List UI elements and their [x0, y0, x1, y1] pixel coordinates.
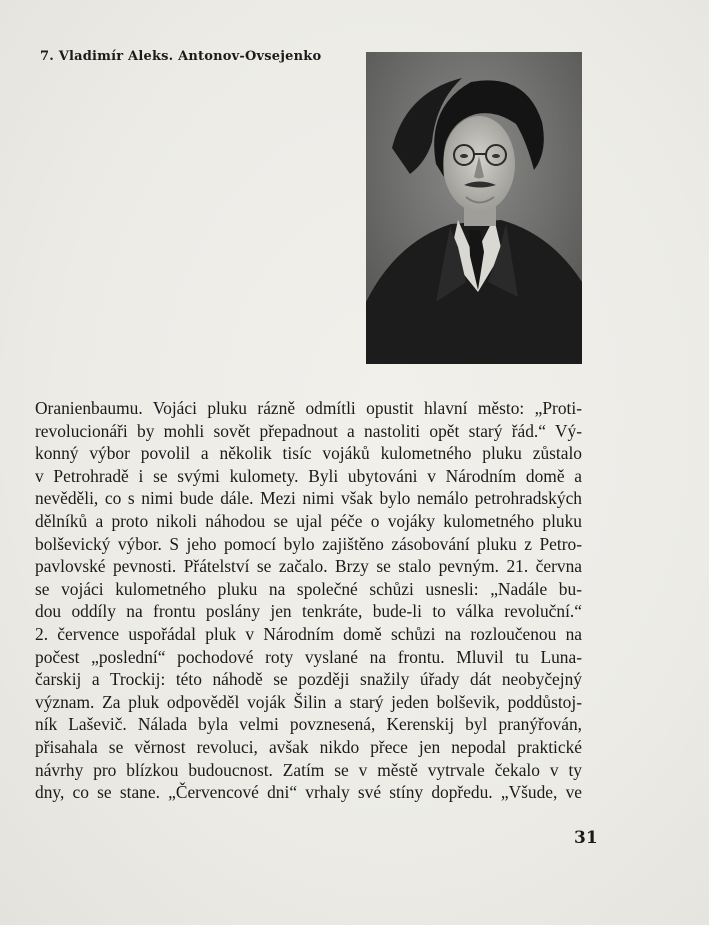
body-line: konný výbor povolil a několik tisíc vojáků kulometného pluku zůstalo — [35, 443, 582, 464]
body-line: dny, co se stane. „Červencové dni“ vrhaly své stíny dopředu. „Všude, ve — [35, 782, 582, 803]
body-line: význam. Za pluk odpověděl voják Šilin a starý jeden bolševik, poddůstoj- — [35, 691, 582, 712]
body-line: se vojáci kulometného pluku na společné schůzi usnesli: „Nadále bu- — [35, 578, 582, 599]
body-line: návrhy pro blízkou budoucnost. Zatím se v městě vytrvale čekalo v ty — [35, 759, 582, 780]
body-text — [35, 397, 582, 804]
body-line: dou oddíly na frontu poslány jen tenkráte, bude-li to válka revoluční.“ — [35, 601, 582, 622]
body-line: Oranienbaumu. Vojáci pluku rázně odmítli opustit hlavní město: „Proti- — [35, 398, 582, 418]
body-line: revolucionáři by mohli sovět přepadnout a nastoliti opět starý řád.“ Vý- — [35, 420, 582, 441]
body-line: nevěděli, co s nimi bude dále. Mezi nimi však bylo nemálo petrohradských — [35, 488, 582, 509]
body-line: pavlovské pevnosti. Přátelství se začalo. Brzy se stalo pevným. 21. června — [35, 556, 582, 577]
portrait-photo — [366, 52, 582, 364]
page-number: 31 — [574, 828, 598, 848]
body-line: ník Laševič. Nálada byla velmi povznesená, Kerenskij byl pranýřován, — [35, 714, 582, 735]
body-line: dělníků a proto nikoli náhodou se ujal péče o vojáky kulometného pluku — [35, 510, 582, 531]
body-line: počest „poslední“ pochodové roty vyslané na frontu. Mluvil tu Luna- — [35, 646, 582, 667]
body-line: čarskij a Trockij: této náhodě se později snažily úřady dát neobyčejný — [35, 669, 582, 690]
photo-caption: 7. Vladimír Aleks. Antonov-Ovsejenko — [40, 49, 322, 64]
body-line: v Petrohradě i se svými kulomety. Byli ubytováni v Národním domě a — [35, 465, 582, 486]
body-line: bolševický výbor. S jeho pomocí bylo zajištěno zásobování pluku z Petro- — [35, 533, 582, 554]
body-line: 2. července uspořádal pluk v Národním domě schůzi na rozloučenou na — [35, 623, 582, 644]
body-line: přisahala se věrnost revoluci, avšak nikdo přece jen nepodal praktické — [35, 736, 582, 757]
